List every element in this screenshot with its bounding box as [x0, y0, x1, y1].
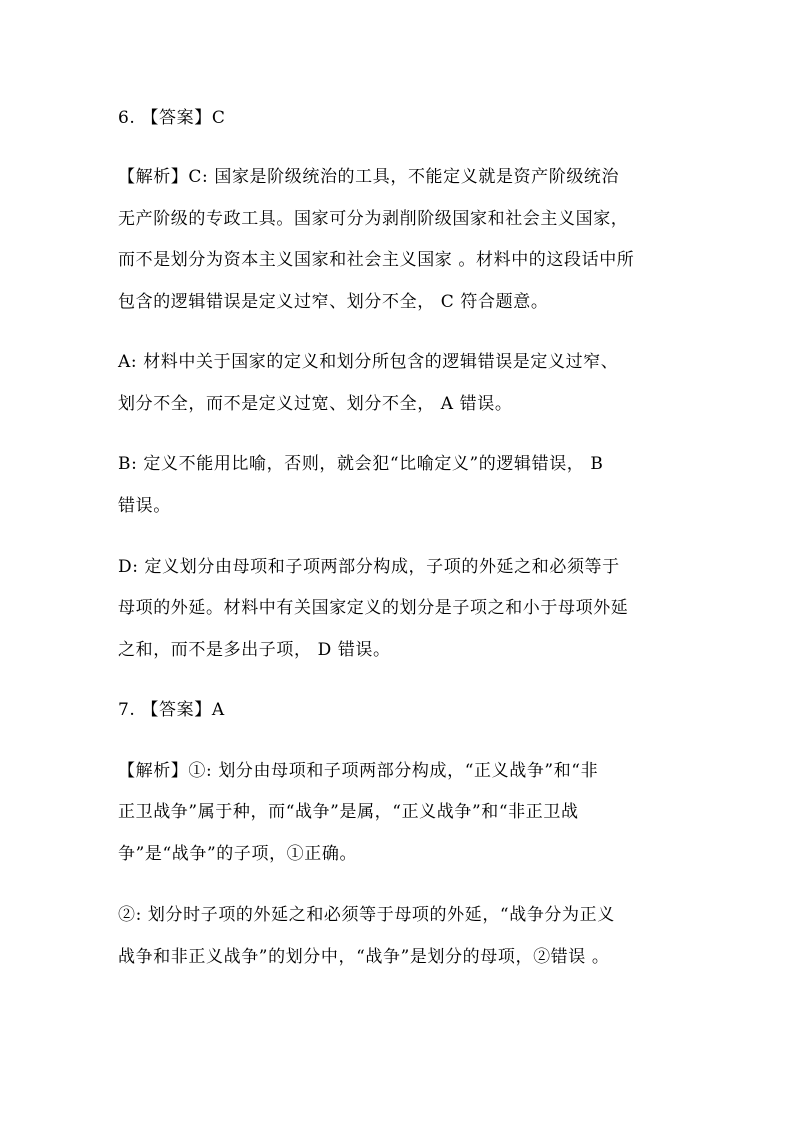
q6-option-a-line-1: A: 材料中关于国家的定义和划分所包含的逻辑错误是定义过窄、 [118, 352, 619, 372]
q6-analysis-line-2: 无产阶级的专政工具。国家可分为剥削阶级国家和社会主义国家， [118, 209, 629, 229]
q6-option-d-line-1: D: 定义划分由母项和子项两部分构成，子项的外延之和必须等于 [118, 557, 620, 577]
q6-analysis-line-3: 而不是划分为资本主义国家和社会主义国家 。材料中的这段话中所 [118, 250, 635, 270]
q7-answer: 7. 【答案】A [118, 700, 225, 720]
q6-option-d-line-2: 母项的外延。材料中有关国家定义的划分是子项之和小于母项外延 [118, 598, 629, 618]
q6-option-d-line-3: 之和，而不是多出子项， D 错误。 [118, 640, 391, 660]
q7-analysis-line-3: 争”是“战争”的子项，①正确。 [118, 844, 358, 864]
q7-analysis-line-1: 【解析】①: 划分由母项和子项两部分构成，“正义战争”和“非 [118, 761, 599, 781]
q6-answer: 6. 【答案】C [118, 108, 226, 128]
q6-option-b-line-1: B: 定义不能用比喻，否则，就会犯“比喻定义”的逻辑错误， B [118, 454, 604, 474]
q7-point2-line-1: ②: 划分时子项的外延之和必须等于母项的外延，“战争分为正义 [118, 905, 615, 925]
q7-point2-line-2: 战争和非正义战争”的划分中，“战争”是划分的母项，②错误 。 [118, 947, 610, 967]
q6-analysis-line-1: 【解析】C: 国家是阶级统治的工具，不能定义就是资产阶级统治 [118, 167, 620, 187]
q6-option-a-line-2: 划分不全，而不是定义过宽、划分不全， A 错误。 [118, 394, 513, 414]
q6-analysis-line-4: 包含的逻辑错误是定义过窄、划分不全， C 符合题意。 [118, 292, 549, 312]
q7-analysis-line-2: 正卫战争”属于种，而“战争”是属，“正义战争”和“非正卫战 [118, 802, 579, 822]
q6-option-b-line-2: 错误。 [118, 496, 171, 516]
